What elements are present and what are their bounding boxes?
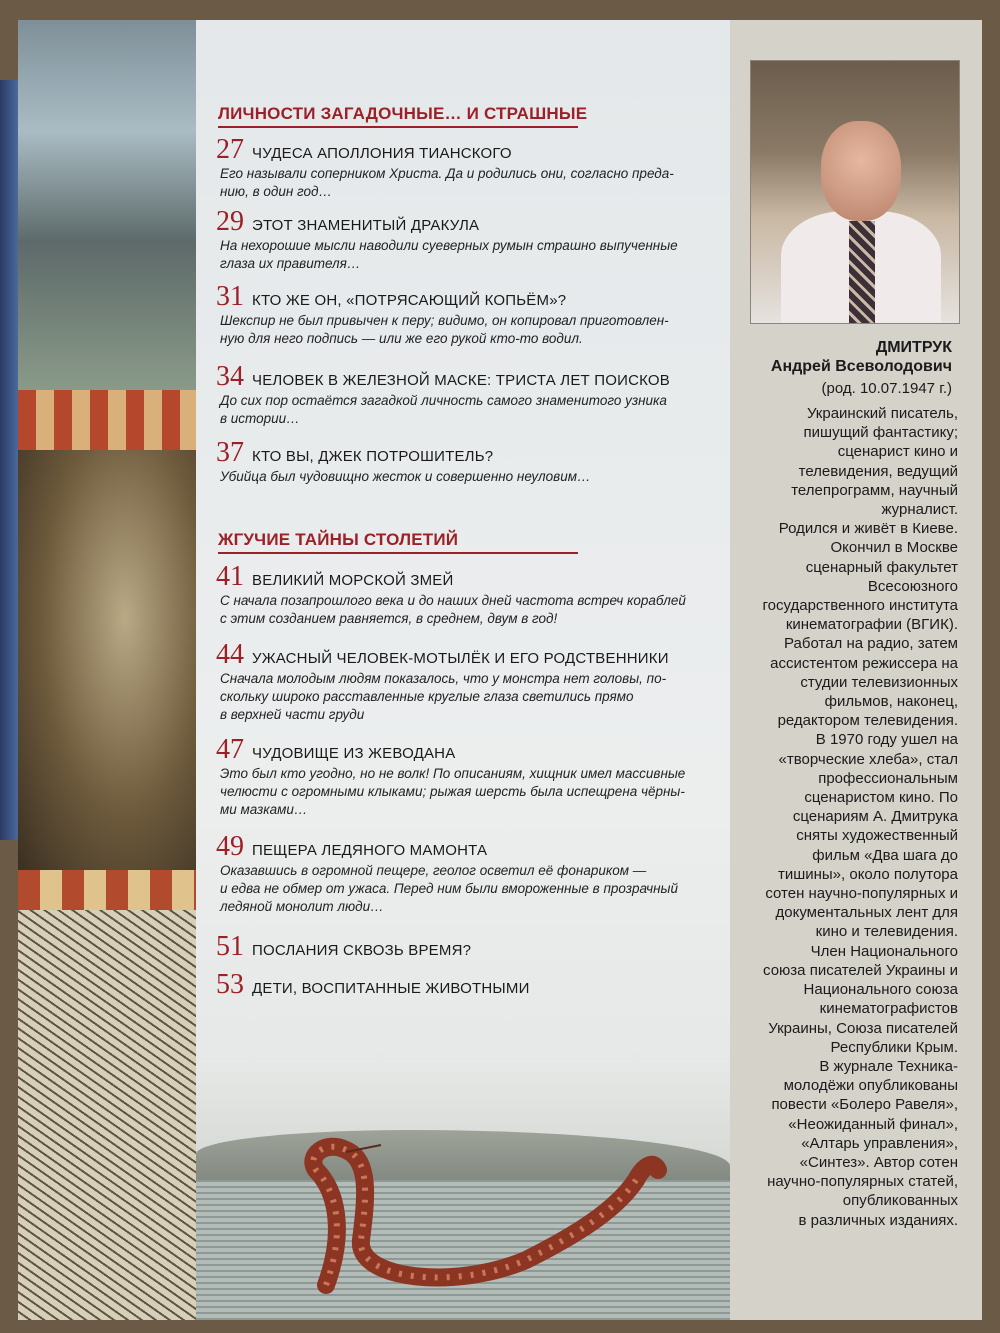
- page-number: 44: [216, 639, 244, 670]
- illustration-strip: [18, 20, 196, 1320]
- article-title: ПЕЩЕРА ЛЕДЯНОГО МАМОНТА: [252, 842, 488, 859]
- page-number: 49: [216, 831, 244, 862]
- ornament-band: [18, 390, 196, 450]
- bio-line: тишины», около полутора: [777, 865, 958, 883]
- article-title: ЧЕЛОВЕК В ЖЕЛЕЗНОЙ МАСКЕ: ТРИСТА ЛЕТ ПОИСКОВ: [252, 372, 670, 389]
- painting-illustration: [18, 450, 196, 870]
- bio-line: студии телевизионных: [800, 673, 958, 691]
- article-teaser: Это был кто угодно, но не волк! По описаниям, хищник имел массивные челюсти с огромными клыками; рыжая шерсть была испещрена чёрны- ми мазками…: [220, 766, 686, 817]
- article-teaser: Сначала молодым людям показалось, что у монстра нет головы, по- скольку широко расставленные круглые глаза светились прямо в верхней части груди: [220, 671, 667, 722]
- toc-entry[interactable]: [216, 207, 716, 273]
- bio-line: В 1970 году ушел на: [815, 731, 958, 749]
- page-number: 37: [216, 437, 244, 468]
- contents-panel: [196, 20, 730, 1320]
- toc-entry[interactable]: [216, 362, 716, 428]
- article-title: ВЕЛИКИЙ МОРСКОЙ ЗМЕЙ: [252, 572, 454, 589]
- author-column: [730, 20, 982, 1320]
- bio-line: опубликованных: [842, 1192, 958, 1210]
- toc-entry[interactable]: [216, 135, 716, 201]
- sea-serpent-illustration: [196, 1060, 730, 1320]
- engraving-illustration: [18, 910, 196, 1320]
- article-teaser: Его называли соперником Христа. Да и родились они, согласно преда- нию, в один год…: [220, 166, 674, 199]
- bio-line: «Алтарь управления»,: [801, 1134, 958, 1152]
- article-title: ЧУДОВИЩЕ ИЗ ЖЕВОДАНА: [252, 745, 456, 762]
- bio-line: пишущий фантастику;: [803, 424, 958, 442]
- bio-line: Украинский писатель,: [806, 405, 958, 422]
- bio-line: повести «Болеро Равеля»,: [771, 1096, 958, 1114]
- bio-line: фильмов, наконец,: [824, 693, 958, 711]
- bio-line: кино и телевидения.: [815, 923, 958, 941]
- bio-line: молодёжи опубликованы: [783, 1077, 958, 1095]
- bio-line: в различных изданиях.: [798, 1211, 958, 1229]
- bio-line: кинематографистов: [819, 1000, 958, 1018]
- bio-line: Всесоюзного: [867, 577, 958, 595]
- toc-entry[interactable]: [216, 282, 716, 348]
- bio-line: Работал на радио, затем: [784, 635, 958, 653]
- section-rule: [218, 126, 578, 128]
- bio-line: журналист.: [881, 501, 958, 519]
- page-number: 47: [216, 734, 244, 765]
- section-rule: [218, 552, 578, 554]
- page-number: 53: [216, 969, 244, 1000]
- article-teaser: На нехорошие мысли наводили суеверных румын страшно выпученные глаза их правителя…: [220, 238, 678, 271]
- article-title: КТО ВЫ, ДЖЕК ПОТРОШИТЕЛЬ?: [252, 448, 494, 465]
- magazine-page: [18, 20, 982, 1320]
- author-photo: [750, 60, 960, 324]
- bio-line: сценарист кино и: [837, 443, 958, 461]
- section-title: ЖГУЧИЕ ТАЙНЫ СТОЛЕТИЙ: [218, 530, 459, 549]
- page-number: 51: [216, 931, 244, 962]
- bio-line: Республики Крым.: [830, 1038, 958, 1056]
- bio-line: Член Национального: [810, 942, 958, 960]
- toc-entry[interactable]: [216, 438, 716, 486]
- bio-line: сценариям А. Дмитрука: [792, 808, 958, 826]
- article-title: ДЕТИ, ВОСПИТАННЫЕ ЖИВОТНЫМИ: [252, 980, 530, 997]
- page-number: 29: [216, 206, 244, 237]
- bio-line: профессиональным: [818, 769, 958, 787]
- waterfall-illustration: [18, 20, 196, 390]
- bio-line: «творческие хлеба», стал: [778, 750, 958, 768]
- bio-line: союза писателей Украины и: [763, 961, 958, 979]
- article-teaser: До сих пор остаётся загадкой личность самого знаменитого узника в истории…: [220, 393, 667, 426]
- bio-line: Окончил в Москве: [830, 539, 958, 557]
- article-teaser: С начала позапрошлого века и до наших дней частота встреч кораблей с этим созданием равняется, в среднем, двум в год!: [220, 593, 686, 626]
- article-title: КТО ЖЕ ОН, «ПОТРЯСАЮЩИЙ КОПЬЁМ»?: [252, 292, 567, 309]
- bio-line: сценаристом кино. По: [804, 789, 958, 807]
- serpent-drawing: [196, 1060, 730, 1320]
- page-number: 31: [216, 281, 244, 312]
- toc-entry[interactable]: [216, 562, 716, 628]
- bio-line: кинематографии (ВГИК).: [785, 616, 958, 634]
- toc-entry[interactable]: [216, 640, 716, 724]
- article-title: УЖАСНЫЙ ЧЕЛОВЕК-МОТЫЛЁК И ЕГО РОДСТВЕННИКИ: [252, 650, 669, 667]
- bio-line: фильм «Два шага до: [812, 846, 958, 864]
- page-number: 34: [216, 361, 244, 392]
- bio-line: сотен научно-популярных и: [765, 885, 958, 903]
- bio-line: Украины, Союза писателей: [768, 1019, 958, 1037]
- bio-line: В журнале Техника-: [819, 1057, 958, 1075]
- bio-line: Родился и живёт в Киеве.: [778, 520, 958, 538]
- bio-line: научно-популярных статей,: [767, 1173, 958, 1191]
- bio-line: «Неожиданный финал»,: [788, 1115, 958, 1133]
- author-bio: [744, 404, 958, 1230]
- section-title: ЛИЧНОСТИ ЗАГАДОЧНЫЕ… И СТРАШНЫЕ: [218, 104, 588, 123]
- toc-entry[interactable]: [216, 735, 716, 819]
- article-teaser: Убийца был чудовищно жесток и совершенно неуловим…: [220, 469, 591, 484]
- bio-line: редактором телевидения.: [777, 712, 958, 730]
- section-heading: [218, 530, 578, 554]
- bio-line: сценарный факультет: [805, 558, 958, 576]
- toc-entry[interactable]: [216, 932, 716, 962]
- page-number: 27: [216, 134, 244, 165]
- bio-line: сняты художественный: [796, 827, 958, 845]
- article-title: ЧУДЕСА АПОЛЛОНИЯ ТИАНСКОГО: [252, 145, 512, 162]
- article-title: ЭТОТ ЗНАМЕНИТЫЙ ДРАКУЛА: [252, 217, 480, 234]
- article-title: ПОСЛАНИЯ СКВОЗЬ ВРЕМЯ?: [252, 942, 472, 959]
- section-heading: [218, 104, 587, 128]
- author-name: ДМИТРУК Андрей Всеволодович: [770, 339, 952, 375]
- toc-entry[interactable]: [216, 970, 716, 1000]
- bio-line: государственного института: [762, 597, 958, 615]
- bio-line: телевидения, ведущий: [798, 462, 958, 480]
- toc-entry[interactable]: [216, 832, 716, 916]
- bio-line: «Синтез». Автор сотен: [799, 1153, 958, 1171]
- bio-line: документальных лент для: [775, 904, 958, 922]
- bio-line: ассистентом режиссера на: [770, 654, 958, 672]
- article-teaser: Шекспир не был привычен к перу; видимо, он копировал приготовлен- ную для него подпись — или же его рукой кто-то водил.: [220, 313, 669, 346]
- bio-line: Национального союза: [803, 981, 958, 999]
- bio-line: телепрограмм, научный: [791, 481, 958, 499]
- author-birthdate: (род. 10.07.1947 г.): [821, 380, 952, 397]
- ornament-band: [18, 870, 196, 910]
- article-teaser: Оказавшись в огромной пещере, геолог осветил её фонариком — и едва не обмер от ужаса. Перед ним были вмороженные в прозрачный ледяной монолит люди…: [220, 863, 678, 914]
- page-number: 41: [216, 561, 244, 592]
